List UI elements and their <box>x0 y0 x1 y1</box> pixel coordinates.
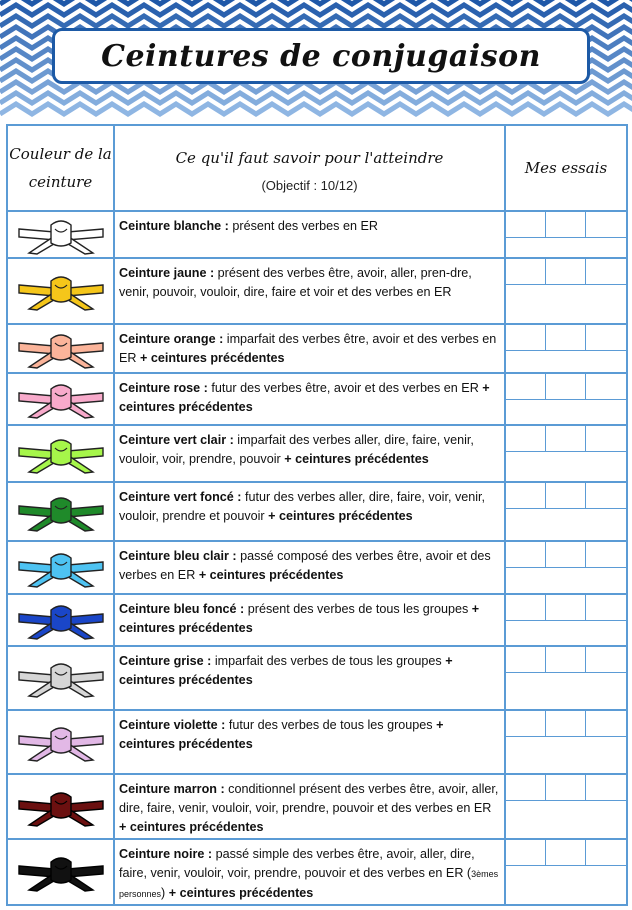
belt-description <box>114 373 505 425</box>
belt-name: Ceinture violette : <box>119 718 226 732</box>
previous-belts-note: + ceintures précédentes <box>119 381 490 414</box>
chevron-stripe <box>0 16 632 26</box>
belt-name: Ceinture marron : <box>119 782 225 796</box>
belt-cell <box>7 774 114 839</box>
attempt-box[interactable] <box>586 711 626 737</box>
belt-row <box>7 646 627 710</box>
attempt-box[interactable] <box>506 711 546 737</box>
attempt-box[interactable] <box>586 840 626 866</box>
attempt-notes-area[interactable] <box>506 737 626 773</box>
previous-belts-note: + ceintures précédentes <box>119 654 453 687</box>
belt-requirement: futur des verbes être, avoir et des verbes en ER <box>207 381 483 395</box>
attempt-box[interactable] <box>586 542 626 568</box>
attempt-box[interactable] <box>546 212 586 238</box>
belt-icon <box>15 722 107 762</box>
attempt-box[interactable] <box>546 325 586 351</box>
header-attempts: Mes essais <box>505 125 627 211</box>
attempts-cell <box>505 373 627 425</box>
belt-requirement-end: ) <box>161 886 169 900</box>
belt-cell <box>7 258 114 324</box>
belt-requirement: imparfait des verbes aller, dire, faire, venir, vouloir, voir, prendre, pouvoir <box>119 433 474 466</box>
belt-name: Ceinture bleu foncé : <box>119 602 245 616</box>
header-requirements <box>114 125 505 211</box>
attempt-notes-area[interactable] <box>506 866 626 902</box>
previous-belts-note: + ceintures précédentes <box>198 568 344 582</box>
belt-description <box>114 324 505 373</box>
belt-icon <box>15 852 107 892</box>
attempts-cell <box>505 594 627 646</box>
chevron-stripe <box>0 0 632 4</box>
attempt-notes-area[interactable] <box>506 801 626 838</box>
previous-belts-note: + ceintures précédentes <box>268 509 413 523</box>
attempt-box[interactable] <box>506 212 546 238</box>
belt-icon <box>15 379 107 419</box>
belt-requirement: passé composé des verbes être, avoir et des verbes en ER <box>119 549 491 582</box>
attempt-box[interactable] <box>506 325 546 351</box>
attempt-box[interactable] <box>586 647 626 673</box>
belt-cell <box>7 646 114 710</box>
attempts-cell <box>505 211 627 258</box>
attempt-box[interactable] <box>546 426 586 452</box>
attempt-notes-area[interactable] <box>506 568 626 593</box>
attempts-cell <box>505 646 627 710</box>
belt-name: Ceinture orange : <box>119 332 224 346</box>
belt-name: Ceinture noire : <box>119 847 213 861</box>
title-box <box>52 28 590 84</box>
belt-requirement-note: 3èmes personnes <box>119 869 499 899</box>
attempt-box[interactable] <box>586 595 626 621</box>
attempt-box[interactable] <box>506 840 546 866</box>
attempt-notes-area[interactable] <box>506 238 626 257</box>
attempts-cell <box>505 482 627 541</box>
belt-requirement: conditionnel présent des verbes être, avoir, aller, dire, faire, venir, vouloir, voir, prendre, pouvoir et des verbes en ER <box>119 782 499 815</box>
belt-cell <box>7 324 114 373</box>
belt-row <box>7 594 627 646</box>
belt-requirement: imparfait des verbes de tous les groupes <box>211 654 446 668</box>
belt-name: Ceinture grise : <box>119 654 212 668</box>
belt-icon <box>15 215 107 255</box>
belt-description <box>114 594 505 646</box>
belt-row <box>7 774 627 839</box>
header-row <box>7 125 627 211</box>
belt-requirement: futur des verbes aller, dire, faire, voir, venir, vouloir, prendre et pouvoir <box>119 490 486 523</box>
page-title: Ceintures de conjugaison <box>101 38 541 74</box>
belt-description <box>114 482 505 541</box>
belt-row <box>7 541 627 594</box>
belt-row <box>7 211 627 258</box>
attempt-box[interactable] <box>506 647 546 673</box>
belt-description <box>114 710 505 774</box>
belt-row <box>7 482 627 541</box>
attempt-box[interactable] <box>586 483 626 509</box>
belt-icon <box>15 600 107 640</box>
attempt-notes-area[interactable] <box>506 285 626 323</box>
attempt-notes-area[interactable] <box>506 400 626 424</box>
belt-icon <box>15 434 107 474</box>
attempt-box[interactable] <box>546 483 586 509</box>
belt-requirement: imparfait des verbes être, avoir et des verbes en ER <box>119 332 497 365</box>
attempt-notes-area[interactable] <box>506 351 626 372</box>
chevron-stripe <box>0 93 632 103</box>
belt-row <box>7 324 627 373</box>
belt-name: Ceinture vert clair : <box>119 433 234 447</box>
attempt-box[interactable] <box>546 542 586 568</box>
previous-belts-note: + ceintures précédentes <box>284 452 429 466</box>
belt-row <box>7 839 627 905</box>
attempt-box[interactable] <box>506 259 546 285</box>
belt-row <box>7 258 627 324</box>
attempt-box[interactable] <box>546 711 586 737</box>
belt-requirement: présent des verbes être, avoir, aller, pren-dre, venir, pouvoir, vouloir, dire, faire et voir et des verbes en ER <box>119 266 472 299</box>
attempt-box[interactable] <box>506 426 546 452</box>
attempt-box[interactable] <box>546 647 586 673</box>
belt-name: Ceinture jaune : <box>119 266 215 280</box>
belt-icon <box>15 548 107 588</box>
belt-description <box>114 839 505 905</box>
attempt-box[interactable] <box>506 595 546 621</box>
attempts-cell <box>505 839 627 905</box>
attempt-notes-area[interactable] <box>506 452 626 481</box>
belt-cell <box>7 839 114 905</box>
belt-description <box>114 774 505 839</box>
previous-belts-note: + ceintures précédentes <box>168 886 314 900</box>
belt-requirement: futur des verbes de tous les groupes <box>225 718 437 732</box>
attempt-notes-area[interactable] <box>506 621 626 645</box>
previous-belts-note: + ceintures précédentes <box>140 351 285 365</box>
attempt-box[interactable] <box>546 775 586 801</box>
attempt-box[interactable] <box>546 374 586 400</box>
belt-name: Ceinture bleu clair : <box>119 549 237 563</box>
attempt-box[interactable] <box>586 259 626 285</box>
belt-table <box>6 124 628 906</box>
belt-row <box>7 373 627 425</box>
belt-icon <box>15 787 107 827</box>
belt-cell <box>7 541 114 594</box>
attempts-cell <box>505 710 627 774</box>
objective-label: (Objectif : 10/12) <box>261 177 358 193</box>
belt-cell <box>7 594 114 646</box>
belt-name: Ceinture vert foncé : <box>119 490 242 504</box>
attempts-cell <box>505 774 627 839</box>
attempt-box[interactable] <box>546 259 586 285</box>
attempt-box[interactable] <box>546 840 586 866</box>
belt-requirement: présent des verbes en ER <box>228 219 378 233</box>
belt-cell <box>7 211 114 258</box>
attempt-box[interactable] <box>506 483 546 509</box>
chevron-stripe <box>0 104 632 114</box>
previous-belts-note: + ceintures précédentes <box>119 602 480 635</box>
attempt-box[interactable] <box>506 374 546 400</box>
attempts-cell <box>505 324 627 373</box>
previous-belts-note: + ceintures précédentes <box>119 820 264 834</box>
attempt-notes-area[interactable] <box>506 673 626 709</box>
belt-description <box>114 541 505 594</box>
header-belt-color: Couleur de la ceinture <box>7 125 114 211</box>
belt-row <box>7 710 627 774</box>
attempt-box[interactable] <box>586 426 626 452</box>
previous-belts-note: + ceintures précédentes <box>119 718 444 751</box>
belt-icon <box>15 658 107 698</box>
attempt-box[interactable] <box>586 325 626 351</box>
belt-requirement: passé simple des verbes être, avoir, aller, dire, faire, venir, vouloir, voir, prendre, pouvoir et des verbes en ER ( <box>119 847 475 880</box>
attempt-box[interactable] <box>586 374 626 400</box>
belt-description <box>114 425 505 482</box>
header-banner <box>0 0 632 118</box>
belt-cell <box>7 482 114 541</box>
attempt-box[interactable] <box>586 775 626 801</box>
belt-name: Ceinture rose : <box>119 381 208 395</box>
attempts-cell <box>505 258 627 324</box>
belt-requirement: présent des verbes de tous les groupes <box>244 602 472 616</box>
belt-cell <box>7 425 114 482</box>
belt-description <box>114 258 505 324</box>
attempts-cell <box>505 425 627 482</box>
belt-icon <box>15 492 107 532</box>
attempt-notes-area[interactable] <box>506 509 626 540</box>
chevron-stripe <box>0 5 632 15</box>
belt-icon <box>15 329 107 369</box>
belt-cell <box>7 373 114 425</box>
attempt-box[interactable] <box>586 212 626 238</box>
belt-name: Ceinture blanche : <box>119 219 229 233</box>
belt-description <box>114 646 505 710</box>
attempt-box[interactable] <box>506 775 546 801</box>
belt-description <box>114 211 505 258</box>
attempts-cell <box>505 541 627 594</box>
belt-icon <box>15 271 107 311</box>
belt-cell <box>7 710 114 774</box>
attempt-box[interactable] <box>546 595 586 621</box>
header-requirements-label: Ce qu'il faut savoir pour l'atteindre <box>175 148 444 167</box>
attempt-box[interactable] <box>506 542 546 568</box>
belt-row <box>7 425 627 482</box>
